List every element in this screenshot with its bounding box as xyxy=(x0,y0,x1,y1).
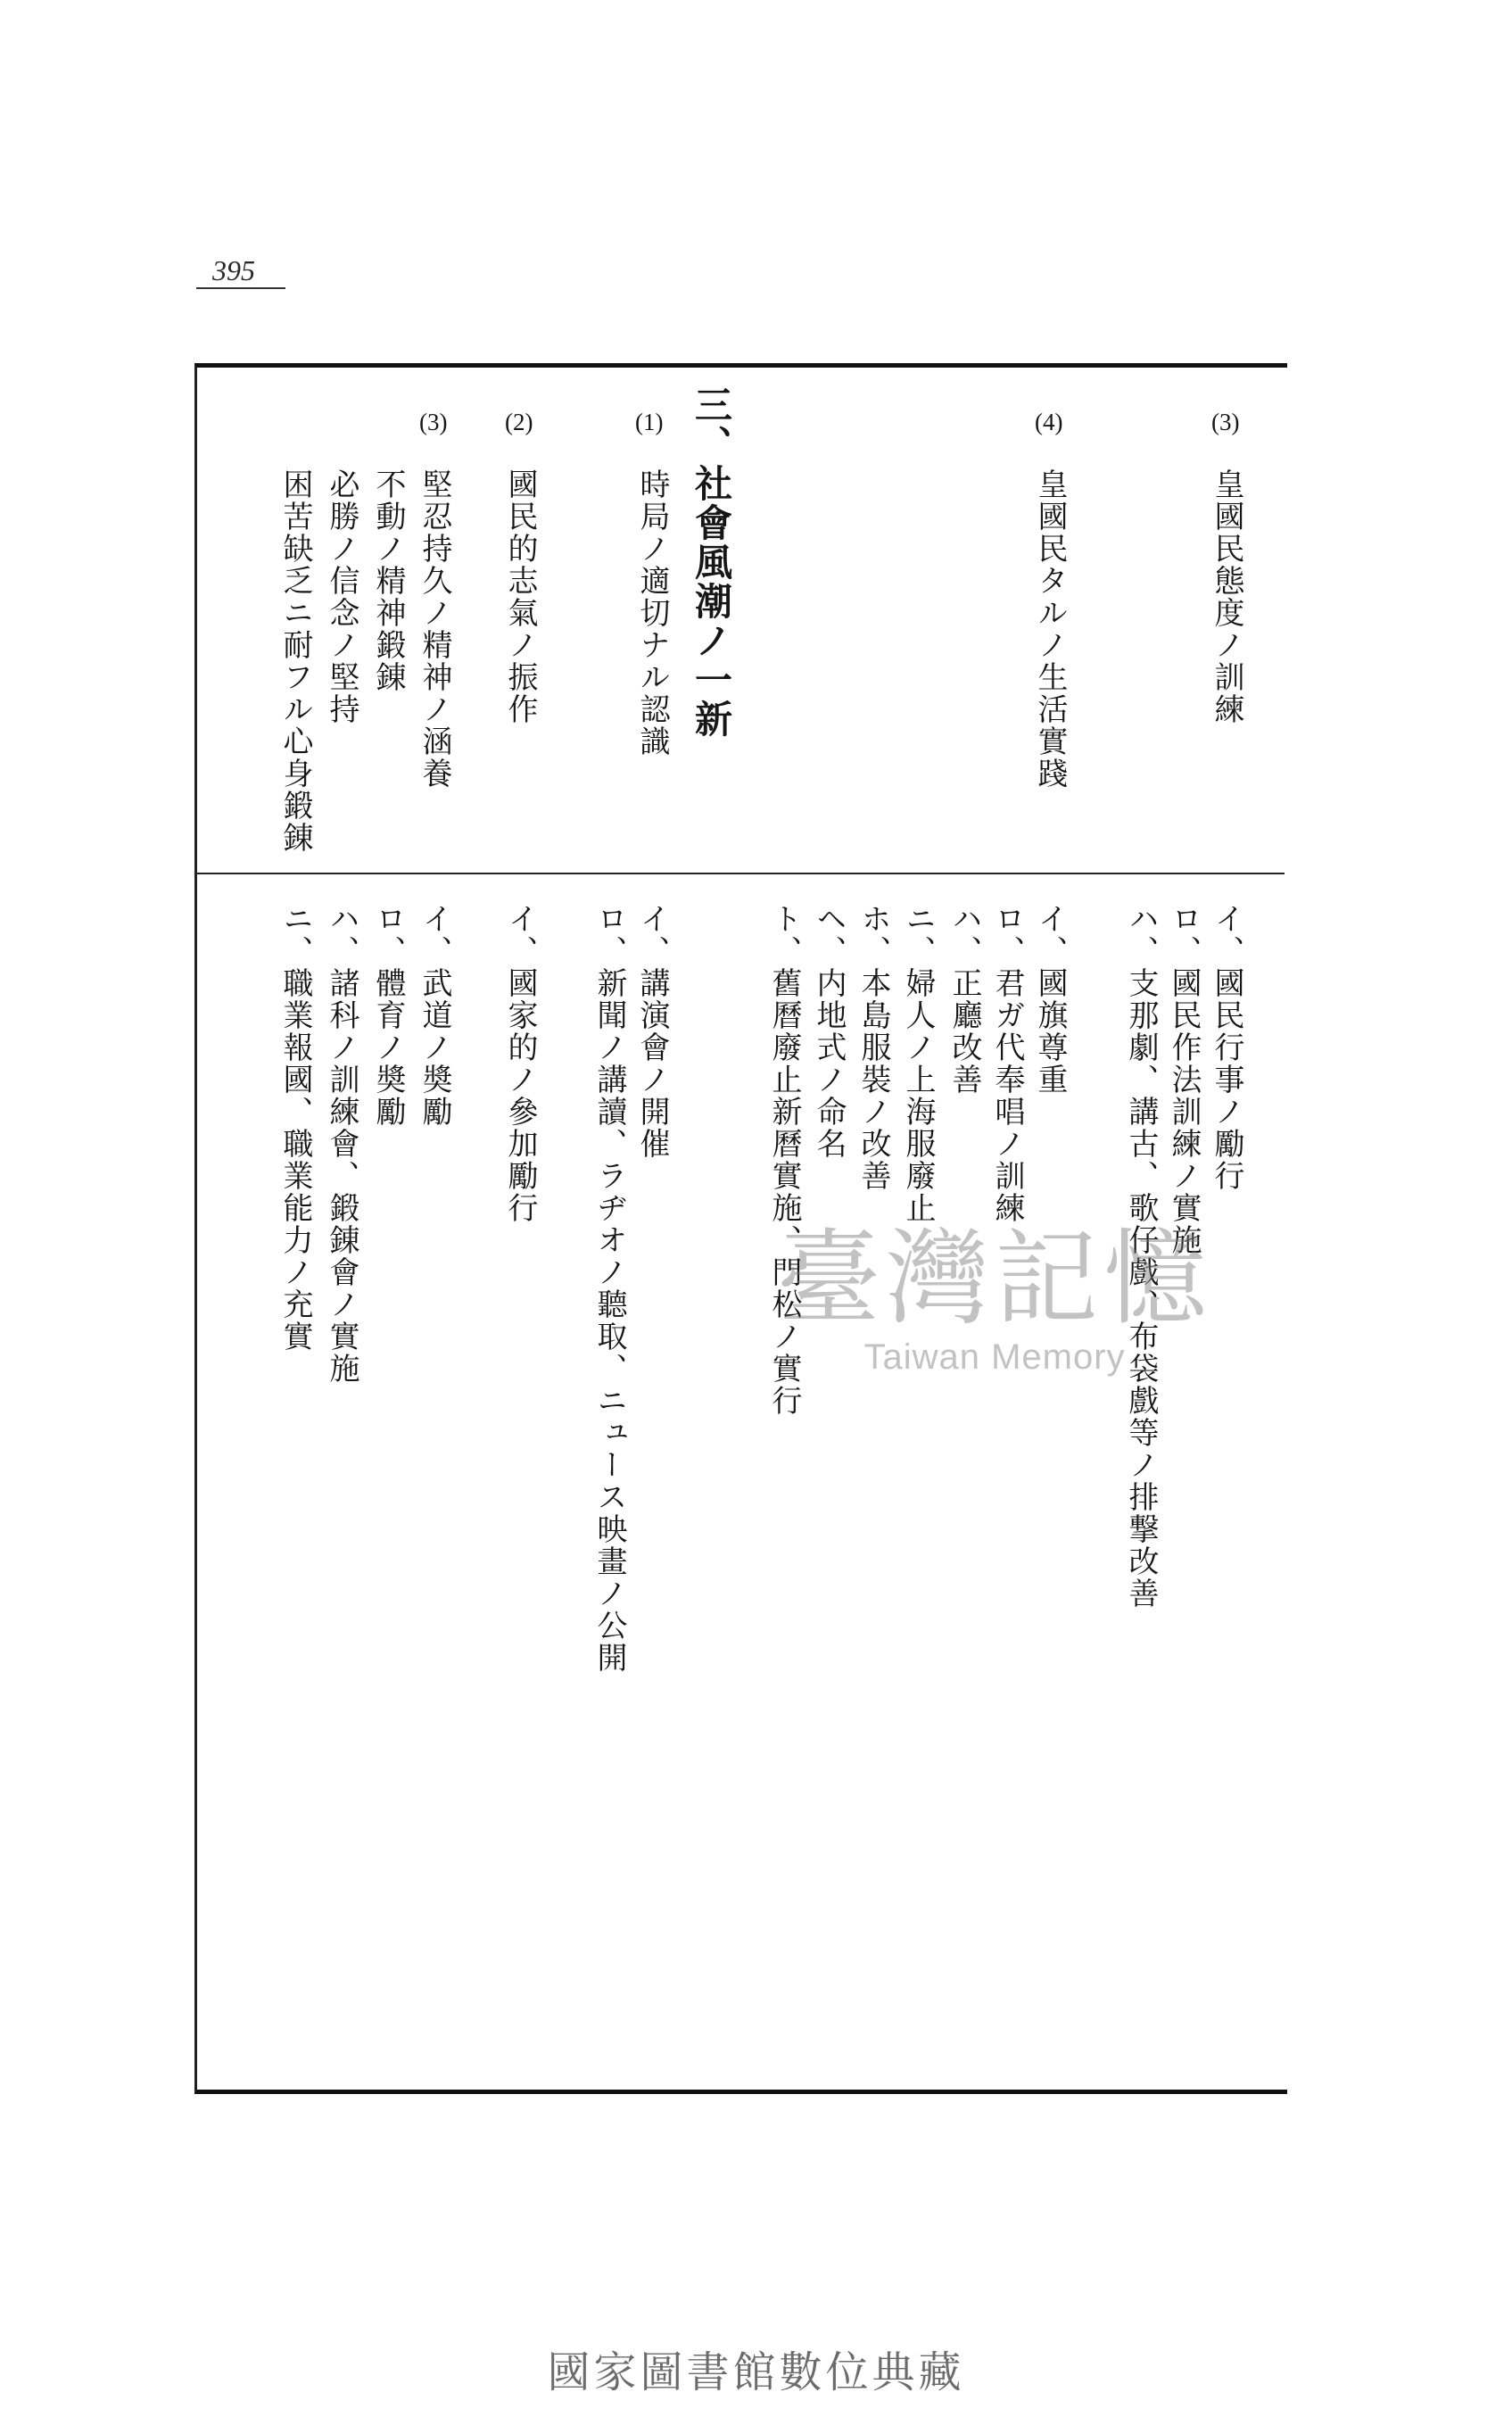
page-number-rule xyxy=(196,287,285,289)
watermark-logo xyxy=(727,1196,1262,1378)
lower-item: イ、講演會ノ開催 xyxy=(634,903,670,1160)
lower-item: イ、武道ノ奬勵 xyxy=(417,903,452,1128)
watermark-english: Taiwan Memory xyxy=(863,1337,1126,1377)
lower-item: ホ、本島服裝ノ改善 xyxy=(855,903,891,1192)
lower-item: イ、國旗尊重 xyxy=(1032,903,1068,1096)
lower-item: ロ、君ガ代奉唱ノ訓練 xyxy=(989,903,1025,1224)
lower-item: イ、國民行事ノ勵行 xyxy=(1209,903,1244,1192)
lower-item: ロ、體育ノ奬勵 xyxy=(370,903,406,1128)
item-number: (3) xyxy=(1211,409,1240,435)
lower-item: ト、舊曆廢止新曆實施、門松ノ實行 xyxy=(766,903,802,1417)
page-number: 395 xyxy=(212,254,255,286)
lower-item: イ、國家的ノ參加勵行 xyxy=(502,903,538,1224)
lower-item: ハ、正廳改善 xyxy=(946,903,982,1096)
upper-item: 皇國民タルノ生活實踐 xyxy=(1032,468,1068,790)
lower-item: ロ、國民作法訓練ノ實施 xyxy=(1166,903,1202,1256)
lower-item: ロ、新聞ノ講讀、ラヂオノ聽取、ニュース映畫ノ公開 xyxy=(591,903,627,1674)
lower-item: ニ、婦人ノ上海服廢止 xyxy=(900,903,936,1224)
item-number: (2) xyxy=(505,409,533,435)
upper-item: 皇國民態度ノ訓練 xyxy=(1209,468,1244,725)
upper-item: 堅忍持久ノ精神ノ涵養 xyxy=(417,468,452,790)
upper-item: 國民的志氣ノ振作 xyxy=(502,468,538,725)
item-number: (1) xyxy=(635,409,664,435)
watermark-chinese: 臺灣記憶 xyxy=(777,1219,1212,1339)
upper-item: 困苦缺乏ニ耐フル心身鍛錬 xyxy=(277,468,313,854)
upper-item: 不動ノ精神鍛錬 xyxy=(370,468,406,693)
lower-item: ニ、職業報國、職業能力ノ充實 xyxy=(277,903,313,1353)
section-divider xyxy=(194,873,1285,874)
section-heading: 三、社會風潮ノ一新 xyxy=(690,385,733,739)
upper-item: 必勝ノ信念ノ堅持 xyxy=(324,468,359,725)
footer-archive-label: 國家圖書館數位典藏 xyxy=(547,2347,965,2397)
lower-item: ハ、支那劇、講古、歌仔戲、布袋戲等ノ排撃改善 xyxy=(1123,903,1159,1610)
lower-item: ハ、諸科ノ訓練會、鍛錬會ノ實施 xyxy=(324,903,359,1385)
upper-item: 時局ノ適切ナル認識 xyxy=(634,468,670,757)
item-number: (4) xyxy=(1035,409,1063,435)
item-number: (3) xyxy=(419,409,448,435)
lower-item: ヘ、内地式ノ命名 xyxy=(811,903,847,1160)
